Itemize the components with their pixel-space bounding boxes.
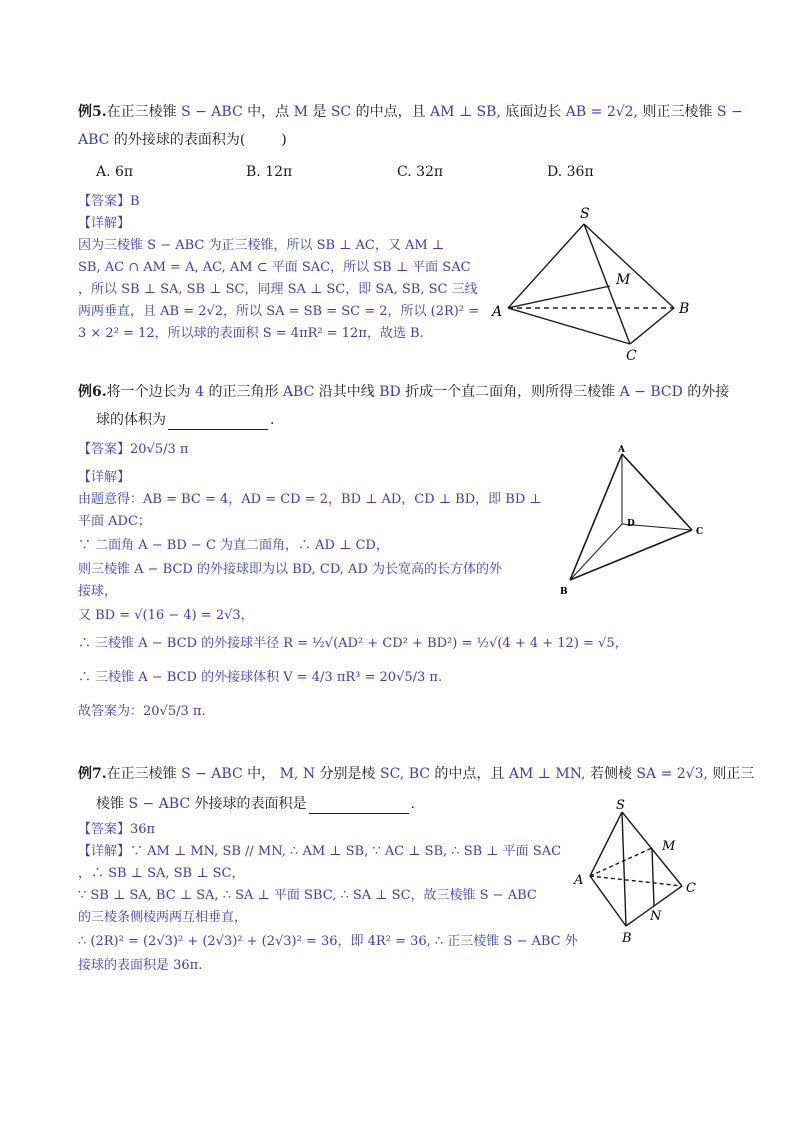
segment-am (508, 286, 610, 308)
label-s: S (580, 206, 590, 222)
ex5-option-b: B. 12π (246, 164, 293, 180)
ex5-option-d: D. 36π (547, 164, 594, 180)
label-c: C (696, 527, 704, 537)
edge-ac (508, 308, 630, 344)
label-c: C (686, 881, 696, 896)
ex5-question-line-1: 例5.在正三棱锥 S − ABC 中，点 M 是 SC 的中点，且 AM ⊥ SB, 底面边长 AB = 2√2, 则正三棱锥 S − (78, 104, 743, 120)
ex5-option-c: C. 32π (397, 164, 444, 180)
label-d: D (627, 519, 635, 529)
ex5-option-a: A. 6π (96, 164, 134, 180)
ex6-solution-line-9: 故答案为：20√5/3 π. (78, 704, 206, 719)
ex7-pyramid-figure (568, 796, 708, 948)
label-m: M (616, 272, 631, 288)
ex6-solution-line-5: 接球， (78, 584, 118, 599)
ex7-question-line-2: 棱锥 S − ABC 外接球的表面积是 . (96, 796, 415, 812)
ex5-solution-line-2: SB, AC ∩ AM = A, AC, AM ⊂ 平面 SAC，所以 SB ⊥ 平面 SAC (78, 260, 471, 275)
ex5-detail-label: 【详解】 (78, 216, 131, 231)
ex6-solution-line-6: 又 BD = √(16 − 4) = 2√3， (78, 608, 254, 623)
ex7-solution-line-6: 接球的表面积是 36π. (78, 958, 203, 973)
label-a: A (574, 873, 584, 888)
ex6-folded-triangle-figure (554, 442, 714, 602)
edge-sb (584, 224, 674, 308)
ex7-solution-line-5: ∴ (2R)² = (2√3)² + (2√3)² + (2√3)² = 36，即 4R² = 36, ∴ 正三棱锥 S − ABC 外 (78, 934, 578, 949)
ex7-solution-line-2: ，∴ SB ⊥ SA, SB ⊥ SC， (78, 866, 245, 881)
ex6-solution-line-3: ∵ 二面角 A − BD − C 为直二面角，∴ AD ⊥ CD， (78, 538, 389, 553)
segment-am-hidden (590, 848, 652, 876)
label-s: S (616, 798, 625, 813)
label-b: B (560, 587, 568, 597)
ex6-solution-line-4: 则三棱锥 A − BCD 的外接球即为以 BD, CD, AD 为长宽高的长方体的外 (78, 562, 502, 577)
ex7-solution-line-3: ∵ SB ⊥ SA, BC ⊥ SA, ∴ SA ⊥ 平面 SBC, ∴ SA ⊥ SC，故三棱锥 S − ABC (78, 888, 537, 903)
label-m: M (662, 839, 676, 854)
label-b: B (622, 931, 632, 946)
ex6-solution-line-8: ∴ 三棱锥 A − BCD 的外接球体积 V = 4/3 πR³ = 20√5/3 π. (78, 670, 443, 685)
ex5-solution-line-4: 两两垂直，且 AB = 2√2，所以 SA = SB = SC = 2，所以 (2R)² = (78, 304, 480, 319)
ex6-answer: 【答案】20√5/3 π (78, 442, 189, 457)
ex7-question-line-1: 例7.在正三棱锥 S − ABC 中， M, N 分别是棱 SC, BC 的中点，且 AM ⊥ MN, 若侧棱 SA = 2√3, 则正三 (78, 766, 755, 782)
ex5-solution-line-3: ，所以 SB ⊥ SA, SB ⊥ SC，同理 SA ⊥ SC，即 SA, SB, SC 三线 (78, 282, 478, 297)
label-a: A (492, 304, 503, 320)
segment-mn (652, 848, 654, 906)
ex5-solution-line-5: 3 × 2² = 12，所以球的表面积 S = 4πR² = 12π，故选 B. (78, 326, 424, 341)
edge-ac-hidden (590, 876, 682, 886)
answer-blank (309, 799, 409, 814)
ex7-solution-line-1: 【详解】∵ AM ⊥ MN, SB // MN, ∴ AM ⊥ SB, ∵ AC ⊥ SB, ∴ SB ⊥ 平面 SAC (78, 844, 562, 859)
edge-sa (590, 812, 622, 876)
ex6-question-line-2: 球的体积为 . (96, 412, 275, 428)
ex7-solution-line-4: 的三棱条侧棱两两互相垂直， (78, 910, 248, 925)
ex6-question-line-1: 例6.将一个边长为 4 的正三角形 ABC 沿其中线 BD 折成一个直二面角，则所得三棱锥 A − BCD 的外接 (78, 384, 730, 400)
label-n: N (650, 909, 662, 924)
ex5-solution-line-1: 因为三棱锥 S − ABC 为正三棱锥，所以 SB ⊥ AC，又 AM ⊥ (78, 238, 445, 253)
ex6-solution-line-1: 由题意得：AB = BC = 4，AD = CD = 2，BD ⊥ AD，CD ⊥ BD，即 BD ⊥ (78, 492, 542, 507)
ex6-solution-line-2: 平面 ADC； (78, 514, 151, 529)
ex6-detail-label: 【详解】 (78, 470, 131, 485)
edge-ab (590, 876, 626, 926)
ex6-solution-line-7: ∴ 三棱锥 A − BCD 的外接球半径 R = ½√(AD² + CD² + BD²) = ½√(4 + 4 + 12) = √5， (78, 636, 628, 651)
edge-bc (630, 308, 674, 344)
label-c: C (626, 348, 637, 364)
ex7-answer: 【答案】36π (78, 822, 156, 837)
label-a: A (618, 445, 625, 455)
edge-db (570, 524, 622, 580)
ex5-pyramid-figure (488, 200, 704, 370)
label-b: B (679, 301, 690, 317)
edge-sb (622, 812, 626, 926)
edge-sa (508, 224, 584, 308)
ex5-answer: 【答案】B (78, 194, 140, 209)
ex5-question-line-2: ABC 的外接球的表面积为( ) (78, 132, 287, 148)
answer-blank (168, 415, 268, 430)
